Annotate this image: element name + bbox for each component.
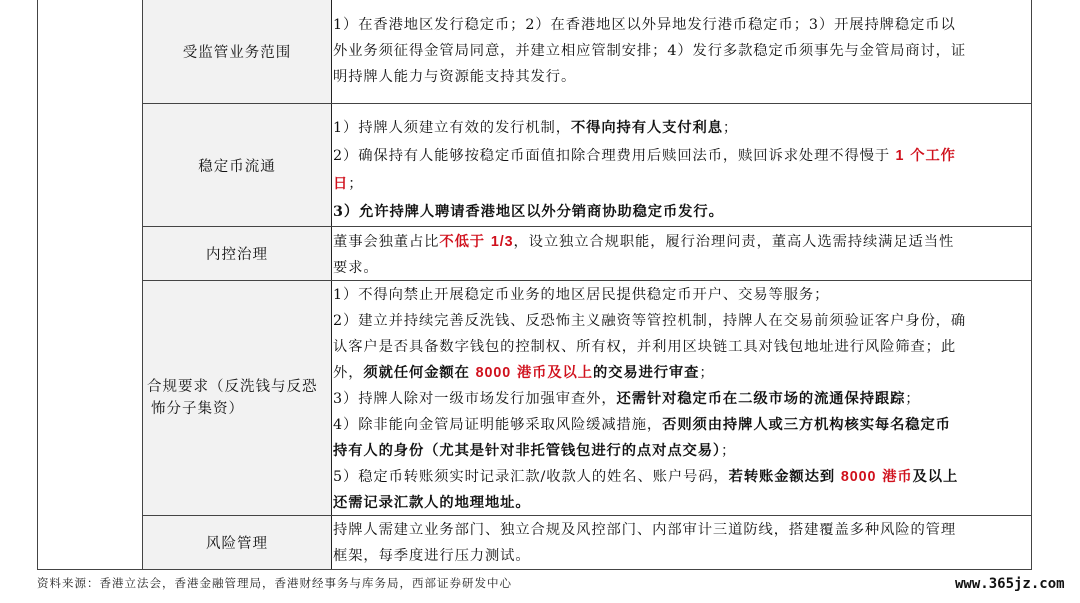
highlight-number: 8000 (840, 469, 877, 485)
row-content-risk (332, 517, 1031, 569)
content-line: 外业务须征得金管局同意，并建立相应管制安排；4）发行多款稳定币须事先与金管局商讨，证 (333, 43, 967, 59)
content-line: 明持牌人能力与资源能支持其发行。 (333, 69, 577, 85)
content-line: 1）在香港地区发行稳定币；2）在香港地区以外异地发行港币稳定币；3）开展持牌稳定币以 (333, 17, 956, 33)
emphasis-text: 持有人的身份（尤其是针对非托管钱包进行的点对点交易） (333, 443, 721, 459)
row-content-circulation (332, 114, 1031, 226)
highlight-number: 8000 (475, 365, 512, 381)
emphasis-text: 3）允许持牌人聘请香港地区以外分销商协助稳定币发行。 (333, 204, 724, 220)
source-note: 资料来源：香港立法会，香港金融管理局，香港财经事务与库务局，西部证券研发中心 (37, 576, 512, 590)
highlight-text: 港币 (876, 469, 913, 485)
content-line: 3）持牌人除对一级市场发行加强审查外，还需针对稳定币在二级市场的流通保持跟踪； (333, 391, 921, 407)
row-label-scope (143, 0, 331, 103)
table-outer-border (37, 0, 38, 569)
row-label-text: 稳定币流通 (198, 158, 276, 175)
highlight-number: 1 (895, 148, 905, 164)
row-label-circulation (143, 104, 331, 226)
row-label-text: 怖分子集资） (151, 401, 244, 417)
table-bottom-border (37, 569, 1032, 570)
site-watermark: www.365jz.com (955, 576, 1065, 592)
row-label-text: 风险管理 (206, 536, 268, 552)
row-label-risk (143, 516, 331, 569)
content-line: 框架，每季度进行压力测试。 (333, 548, 531, 564)
emphasis-text: 还需记录汇款人的地理地址。 (333, 495, 531, 511)
content-line: 持牌人需建立业务部门、独立合规及风控部门、内部审计三道防线，搭建覆盖多种风险的管理 (333, 522, 957, 538)
content-line: 外，须就任何金额在 8000 港币及以上的交易进行审查； (333, 365, 715, 381)
row-label-text: 合规要求（反洗钱与反恐 (147, 379, 318, 395)
emphasis-text: 否则须由持牌人或三方机构核实每名稳定币 (662, 417, 951, 433)
emphasis-text: 的交易进行审查 (592, 365, 700, 381)
content-line: 1）不得向禁止开展稳定币业务的地区居民提供稳定币开户、交易等服务； (333, 287, 830, 303)
content-line: 1）持牌人须建立有效的发行机制，不得向持有人支付利息； (333, 120, 739, 136)
emphasis-text: 若转账金额达到 (728, 469, 841, 485)
emphasis-text: 须就任何金额在 (363, 365, 476, 381)
content-line: 2）确保持有人能够按稳定币面值扣除合理费用后赎回法币，赎回诉求处理不得慢于 1 个工作 (333, 148, 956, 164)
highlight-text: 港币及以上 (511, 365, 593, 381)
table-right-border (1031, 0, 1032, 569)
content-line: 2）建立并持续完善反洗钱、反恐怖主义融资等管控机制，持牌人在交易前须验证客户身份，确 (333, 313, 967, 329)
row-label-governance (143, 227, 331, 280)
emphasis-text: 及以上 (912, 469, 959, 485)
emphasis-text: 不得向持有人支付利息 (570, 120, 723, 136)
content-line (333, 490, 1029, 516)
highlight-text: 不低于 (439, 234, 491, 250)
content-line: 日； (333, 176, 364, 192)
highlight-number: 1/3 (490, 234, 514, 250)
row-content-scope (332, 12, 1031, 90)
content-line (333, 198, 1029, 226)
content-line: 董事会独董占比不低于 1/3，设立独立合规职能，履行治理问责，董高人选需持续满足适当性 (333, 234, 955, 250)
row-label-compliance (143, 281, 331, 515)
content-line: 持有人的身份（尤其是针对非托管钱包进行的点对点交易）； (333, 443, 737, 459)
content-line: 要求。 (333, 260, 379, 276)
row-content-governance (332, 229, 1031, 281)
row-label-text: 受监管业务范围 (182, 45, 292, 61)
row-content-compliance (332, 282, 1031, 516)
emphasis-text: 还需针对稳定币在二级市场的流通保持跟踪 (616, 391, 906, 407)
row-label-text: 内控治理 (206, 247, 268, 263)
content-line: 认客户是否具备数字钱包的控制权、所有权，并利用区块链工具对钱包地址进行风险筛查；此 (333, 339, 957, 355)
content-line: 4）除非能向金管局证明能够采取风险缓减措施，否则须由持牌人或三方机构核实每名稳定币 (333, 417, 951, 433)
highlight-text: 个工作 (904, 148, 956, 164)
highlight-text: 日 (333, 176, 349, 192)
content-line: 5）稳定币转账须实时记录汇款/收款人的姓名、账户号码，若转账金额达到 8000 港币及以上 (333, 469, 959, 485)
